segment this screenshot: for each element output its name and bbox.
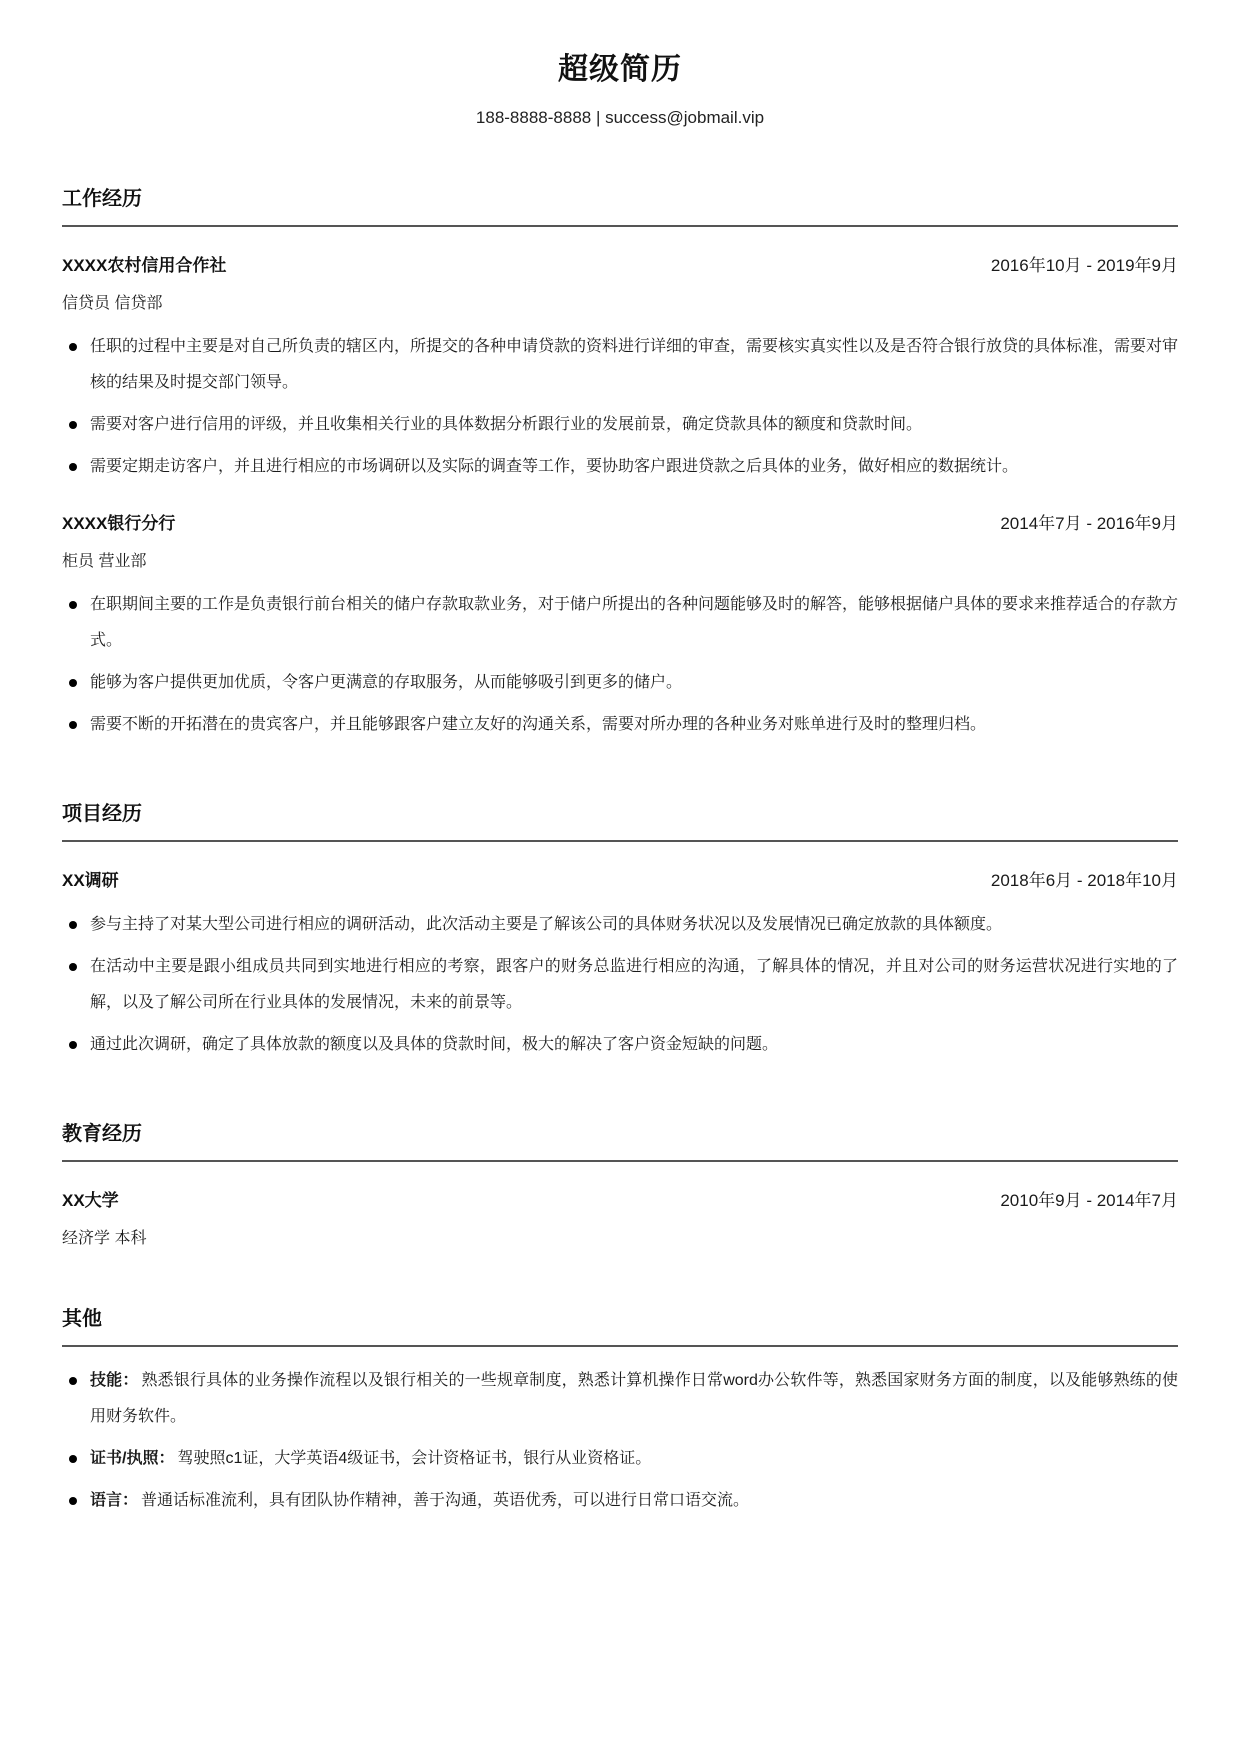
project-entry-1: [62, 866, 1178, 1063]
degree-line: 经济学 本科: [62, 1230, 147, 1247]
entry-header: [62, 251, 1178, 276]
section-other: [62, 1302, 1178, 1519]
section-education: [62, 1117, 1178, 1248]
bullet-list: [62, 587, 1178, 743]
date-range: 2014年7月 - 2016年9月: [1000, 514, 1178, 533]
bullet-item: 需要不断的开拓潜在的贵宾客户，并且能够跟客户建立友好的沟通关系，需要对所办理的各种业务对账单进行及时的整理归档。: [62, 707, 1178, 743]
resume-title: 超级简历: [558, 53, 682, 86]
project-name: XX调研: [62, 871, 119, 890]
section-title-work: 工作经历: [62, 182, 1178, 227]
role-line: 柜员 营业部: [62, 553, 147, 570]
other-item-text: 熟悉银行具体的业务操作流程以及银行相关的一些规章制度，熟悉计算机操作日常word办公软件等，熟悉国家财务方面的制度，以及能够熟练的使用财务软件。: [90, 1372, 1178, 1425]
education-entry-1: [62, 1186, 1178, 1248]
date-range: 2018年6月 - 2018年10月: [990, 871, 1178, 890]
section-title-other: 其他: [62, 1302, 1178, 1347]
bullet-item: 需要定期走访客户，并且进行相应的市场调研以及实际的调查等工作，要协助客户跟进贷款之后具体的业务，做好相应的数据统计。: [62, 449, 1178, 485]
other-item-text: 普通话标准流利，具有团队协作精神，善于沟通，英语优秀，可以进行日常口语交流。: [141, 1492, 750, 1509]
bullet-item: 任职的过程中主要是对自己所负责的辖区内，所提交的各种申请贷款的资料进行详细的审查，需要核实真实性以及是否符合银行放贷的具体标准，需要对审核的结果及时提交部门领导。: [62, 329, 1178, 401]
work-entry-1: [62, 251, 1178, 485]
other-item-label: 证书/执照：: [90, 1450, 175, 1467]
school-name: XX大学: [62, 1191, 119, 1210]
entry-header: [62, 866, 1178, 891]
section-title-project: 项目经历: [62, 797, 1178, 842]
bullet-item: 在职期间主要的工作是负责银行前台相关的储户存款取款业务，对于储户所提出的各种问题能够及时的解答，能够根据储户具体的要求来推荐适合的存款方式。: [62, 587, 1178, 659]
role-line: 信贷员 信贷部: [62, 295, 163, 312]
date-range: 2016年10月 - 2019年9月: [990, 256, 1178, 275]
other-item-label: 技能：: [90, 1372, 139, 1389]
date-range: 2010年9月 - 2014年7月: [1000, 1191, 1178, 1210]
section-project: [62, 797, 1178, 1063]
other-item-label: 语言：: [90, 1492, 139, 1509]
section-work: [62, 182, 1178, 743]
work-entry-2: [62, 509, 1178, 743]
bullet-item: 在活动中主要是跟小组成员共同到实地进行相应的考察，跟客户的财务总监进行相应的沟通，了解具体的情况，并且对公司的财务运营状况进行实地的了解，以及了解公司所在行业具体的发展情况，未来的前景等。: [62, 949, 1178, 1021]
other-item-skills: [62, 1363, 1178, 1435]
bullet-item: 通过此次调研，确定了具体放款的额度以及具体的贷款时间，极大的解决了客户资金短缺的问题。: [62, 1027, 1178, 1063]
section-title-education: 教育经历: [62, 1117, 1178, 1162]
bullet-item: 需要对客户进行信用的评级，并且收集相关行业的具体数据分析跟行业的发展前景，确定贷款具体的额度和贷款时间。: [62, 407, 1178, 443]
other-item-languages: [62, 1483, 1178, 1519]
other-list: [62, 1363, 1178, 1519]
other-item-text: 驾驶照c1证，大学英语4级证书，会计资格证书，银行从业资格证。: [177, 1450, 652, 1467]
other-item-certificates: [62, 1441, 1178, 1477]
entry-header: [62, 1186, 1178, 1211]
bullet-list: [62, 329, 1178, 485]
bullet-item: 参与主持了对某大型公司进行相应的调研活动，此次活动主要是了解该公司的具体财务状况以及发展情况已确定放款的具体额度。: [62, 907, 1178, 943]
org-name: XXXX银行分行: [62, 514, 176, 533]
bullet-item: 能够为客户提供更加优质，令客户更满意的存取服务，从而能够吸引到更多的储户。: [62, 665, 1178, 701]
contact-line: 188-8888-8888 | success@jobmail.vip: [475, 108, 765, 127]
org-name: XXXX农村信用合作社: [62, 256, 227, 275]
entry-header: [62, 509, 1178, 534]
bullet-list: [62, 907, 1178, 1063]
